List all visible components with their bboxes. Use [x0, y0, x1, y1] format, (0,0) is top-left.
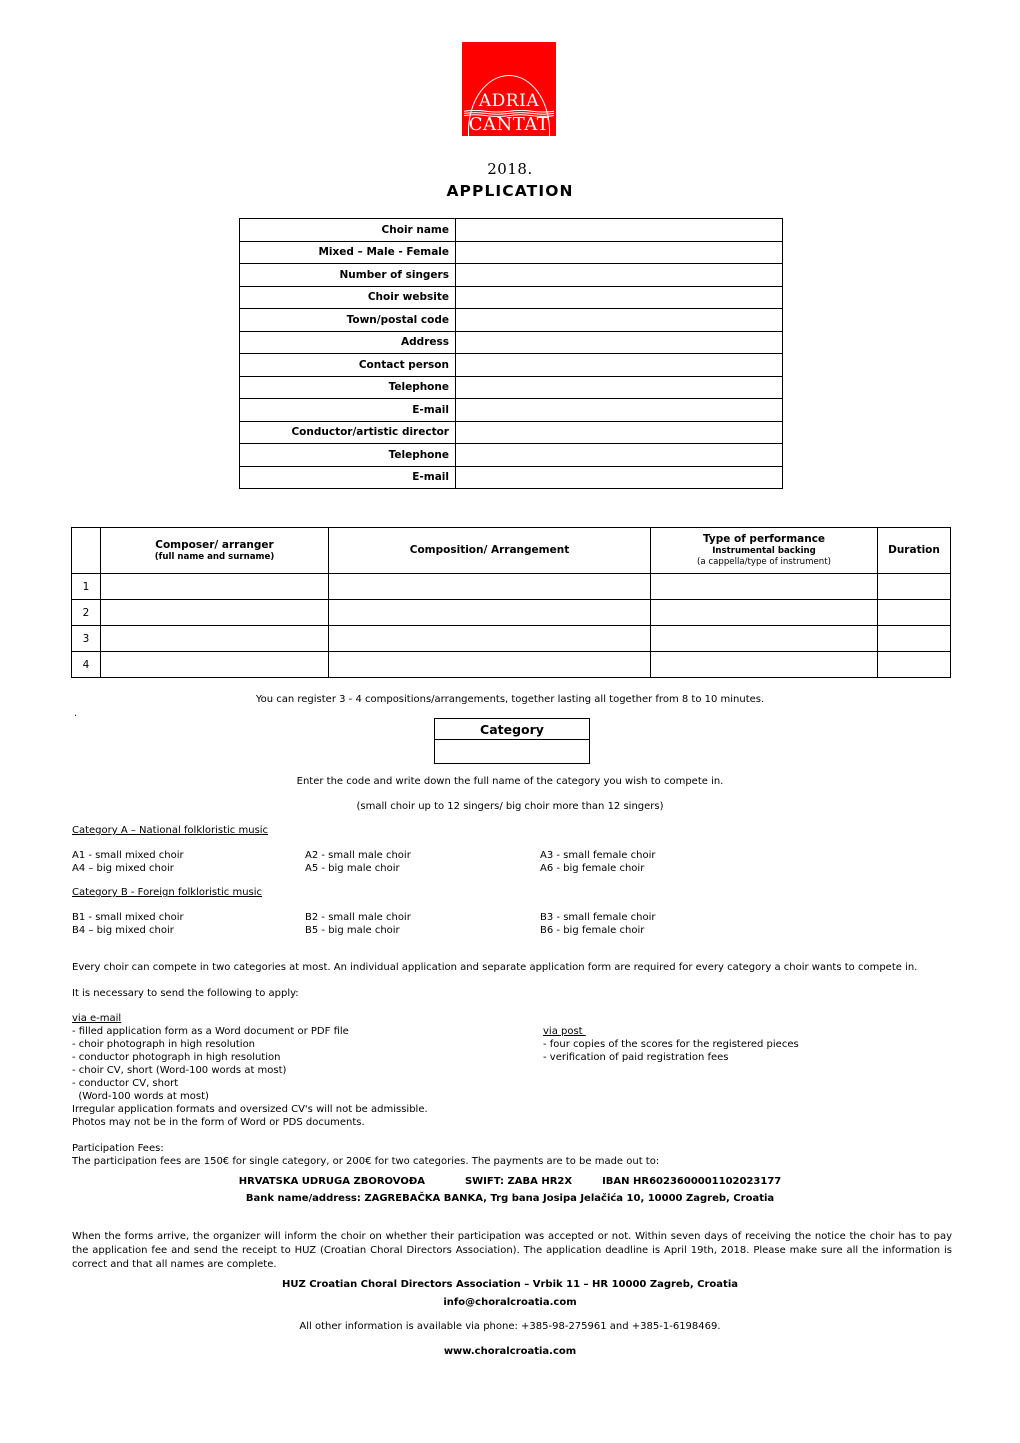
field-input-conductor-email[interactable] — [456, 466, 783, 489]
contact-email[interactable]: info@choralcroatia.com — [443, 1297, 577, 1308]
row-number-3: 3 — [72, 626, 101, 652]
via-email-item-4: - choir CV, short (Word-100 words at most) — [72, 1065, 287, 1076]
category-b-col1-item1: B1 - small mixed choir — [72, 912, 184, 923]
table-row — [435, 719, 590, 740]
page-title: APPLICATION — [446, 182, 574, 200]
table-row — [72, 574, 951, 600]
logo-red-square — [462, 42, 556, 136]
table-row — [240, 444, 783, 467]
category-size-note: (small choir up to 12 singers/ big choir more than 12 singers) — [356, 801, 664, 812]
field-label-choir-name: Choir name — [240, 219, 456, 242]
table-row — [240, 286, 783, 309]
column-header-type-line3: (a cappella/type of instrument) — [697, 556, 831, 567]
column-header-composition: Composition/ Arrangement — [329, 528, 651, 574]
bank-beneficiary-name: HRVATSKA UDRUGA ZBOROVOĐA — [238, 1176, 425, 1187]
field-label-conductor-email: E-mail — [240, 466, 456, 489]
photos-format-note: Photos may not be in the form of Word or PDS documents. — [72, 1117, 365, 1128]
field-input-contact-person[interactable] — [456, 354, 783, 377]
category-a-col2-item2: A5 - big male choir — [305, 863, 400, 874]
phone-information: All other information is available via phone: +385-98-275961 and +385-1-6198469. — [299, 1321, 721, 1332]
category-box-header: Category — [435, 719, 590, 740]
table-row — [240, 421, 783, 444]
table-row — [240, 399, 783, 422]
field-label-town-postal-code: Town/postal code — [240, 309, 456, 332]
composition-input-4[interactable] — [329, 652, 651, 678]
composition-input-1[interactable] — [329, 574, 651, 600]
field-input-choir-name[interactable] — [456, 219, 783, 242]
year-label: 2018. — [487, 160, 533, 178]
field-label-address: Address — [240, 331, 456, 354]
field-input-number-of-singers[interactable] — [456, 264, 783, 287]
bank-swift: SWIFT: ZABA HR2X — [464, 1176, 573, 1187]
via-email-item-5: - conductor CV, short — [72, 1078, 179, 1089]
via-email-item-3: - conductor photograph in high resolution — [72, 1052, 281, 1063]
field-label-contact-email: E-mail — [240, 399, 456, 422]
irregular-formats-note: Irregular application formats and oversized CV's will not be admissible. — [72, 1104, 428, 1115]
field-input-conductor-telephone[interactable] — [456, 444, 783, 467]
table-row — [240, 376, 783, 399]
composer-input-4[interactable] — [101, 652, 329, 678]
table-row — [240, 309, 783, 332]
closing-paragraph: When the forms arrive, the organizer will inform the choir on whether their participation was accepted or not. Within seven days of receiving the notice the choir has to pay the application fee and send the receipt to HUZ (Croatian Choral Directors Association). The application deadline is April 19th, 2018. Please make sure all the information is correct and that all names are complete. — [72, 1231, 952, 1270]
composition-input-3[interactable] — [329, 626, 651, 652]
column-header-type-line2: Instrumental backing — [712, 546, 816, 557]
table-row — [435, 740, 590, 764]
column-header-number — [72, 528, 101, 574]
field-input-conductor[interactable] — [456, 421, 783, 444]
category-b-col3-item1: B3 - small female choir — [540, 912, 656, 923]
field-input-town-postal-code[interactable] — [456, 309, 783, 332]
logo-text-cantat: CANTAT — [468, 114, 550, 135]
category-a-col3-item1: A3 - small female choir — [540, 850, 656, 861]
necessary-to-send: It is necessary to send the following to apply: — [72, 988, 299, 999]
category-instruction: Enter the code and write down the full name of the category you wish to compete in. — [296, 776, 724, 787]
via-post-heading: via post — [543, 1026, 586, 1037]
duration-input-4[interactable] — [878, 652, 951, 678]
duration-input-3[interactable] — [878, 626, 951, 652]
field-label-contact-telephone: Telephone — [240, 376, 456, 399]
via-email-item-6: (Word-100 words at most) — [72, 1091, 209, 1102]
field-label-choir-website: Choir website — [240, 286, 456, 309]
compositions-table — [71, 527, 951, 678]
category-b-col3-item2: B6 - big female choir — [540, 925, 645, 936]
field-label-choir-type: Mixed – Male - Female — [240, 241, 456, 264]
via-email-item-2: - choir photograph in high resolution — [72, 1039, 256, 1050]
choir-info-table — [239, 218, 783, 489]
table-row — [72, 652, 951, 678]
field-input-contact-email[interactable] — [456, 399, 783, 422]
participation-fees-colon: : — [160, 1143, 164, 1154]
table-row — [240, 264, 783, 287]
column-header-composer-main: Composer/ arranger — [155, 538, 274, 551]
composer-input-1[interactable] — [101, 574, 329, 600]
field-input-choir-website[interactable] — [456, 286, 783, 309]
organization-address: HUZ Croatian Choral Directors Association – Vrbik 11 – HR 10000 Zagreb, Croatia — [282, 1279, 738, 1290]
table-row — [72, 626, 951, 652]
category-b-col2-item2: B5 - big male choir — [305, 925, 400, 936]
field-label-contact-person: Contact person — [240, 354, 456, 377]
field-input-choir-type[interactable] — [456, 241, 783, 264]
bank-details-line-1 — [0, 1175, 1020, 1189]
category-box-body — [435, 719, 590, 764]
via-post-item-2: - verification of paid registration fees — [543, 1052, 729, 1063]
table-row — [240, 241, 783, 264]
via-email-heading: via e-mail — [72, 1013, 122, 1024]
category-a-col2-item1: A2 - small male choir — [305, 850, 411, 861]
participation-fees-heading-wrap — [72, 1142, 164, 1156]
table-header-row — [72, 528, 951, 574]
via-post-item-1: - four copies of the scores for the registered pieces — [543, 1039, 799, 1050]
row-number-2: 2 — [72, 600, 101, 626]
category-input[interactable] — [435, 740, 590, 764]
column-header-type-line1: Type of performance — [702, 532, 826, 545]
website-link[interactable]: www.choralcroatia.com — [443, 1346, 577, 1357]
logo-text-adria: ADRIA — [478, 91, 540, 111]
table-row — [240, 466, 783, 489]
type-input-1[interactable] — [651, 574, 878, 600]
column-header-duration: Duration — [878, 528, 951, 574]
type-input-2[interactable] — [651, 600, 878, 626]
composition-input-2[interactable] — [329, 600, 651, 626]
type-input-4[interactable] — [651, 652, 878, 678]
field-input-address[interactable] — [456, 331, 783, 354]
duration-input-2[interactable] — [878, 600, 951, 626]
compositions-head — [72, 528, 951, 574]
participation-fees-text: The participation fees are 150€ for single category, or 200€ for two categories. The payments are to be made out to: — [72, 1156, 660, 1167]
column-header-composer — [101, 528, 329, 574]
stray-dot: . — [74, 708, 78, 719]
table-row — [240, 354, 783, 377]
category-b-col1-item2: B4 – big mixed choir — [72, 925, 174, 936]
category-a-heading: Category A – National folkloristic music — [72, 825, 269, 836]
table-row — [72, 600, 951, 626]
row-number-4: 4 — [72, 652, 101, 678]
participation-fees-heading: Participation Fees — [72, 1143, 161, 1154]
compositions-body — [72, 574, 951, 678]
category-box — [434, 718, 590, 764]
table-row — [240, 219, 783, 242]
adria-cantat-logo — [462, 42, 556, 136]
registration-note: You can register 3 - 4 compositions/arrangements, together lasting all together from 8 to 10 minutes. — [255, 694, 765, 705]
table-row — [240, 331, 783, 354]
duration-input-1[interactable] — [878, 574, 951, 600]
field-label-conductor: Conductor/artistic director — [240, 421, 456, 444]
category-a-col1-item2: A4 – big mixed choir — [72, 863, 174, 874]
choir-info-body — [240, 219, 783, 489]
field-label-number-of-singers: Number of singers — [240, 264, 456, 287]
field-label-conductor-telephone: Telephone — [240, 444, 456, 467]
category-a-col3-item2: A6 - big female choir — [540, 863, 645, 874]
field-input-contact-telephone[interactable] — [456, 376, 783, 399]
bank-iban: IBAN HR6023600001102023177 — [602, 1176, 782, 1187]
category-a-col1-item1: A1 - small mixed choir — [72, 850, 184, 861]
column-header-composer-sub: (full name and surname) — [154, 551, 275, 562]
category-b-col2-item1: B2 - small male choir — [305, 912, 411, 923]
row-number-1: 1 — [72, 574, 101, 600]
via-email-item-1: - filled application form as a Word document or PDF file — [72, 1026, 349, 1037]
composer-input-3[interactable] — [101, 626, 329, 652]
column-header-type — [651, 528, 878, 574]
two-categories-rule: Every choir can compete in two categories at most. An individual application and separate application form are required for every category a choir wants to compete in. — [72, 962, 918, 973]
category-b-heading: Category B - Foreign folkloristic music — [72, 887, 263, 898]
bank-details-line-2: Bank name/address: ZAGREBAČKA BANKA, Trg bana Josipa Jelačića 10, 10000 Zagreb, Croatia — [245, 1193, 775, 1204]
type-input-3[interactable] — [651, 626, 878, 652]
composer-input-2[interactable] — [101, 600, 329, 626]
